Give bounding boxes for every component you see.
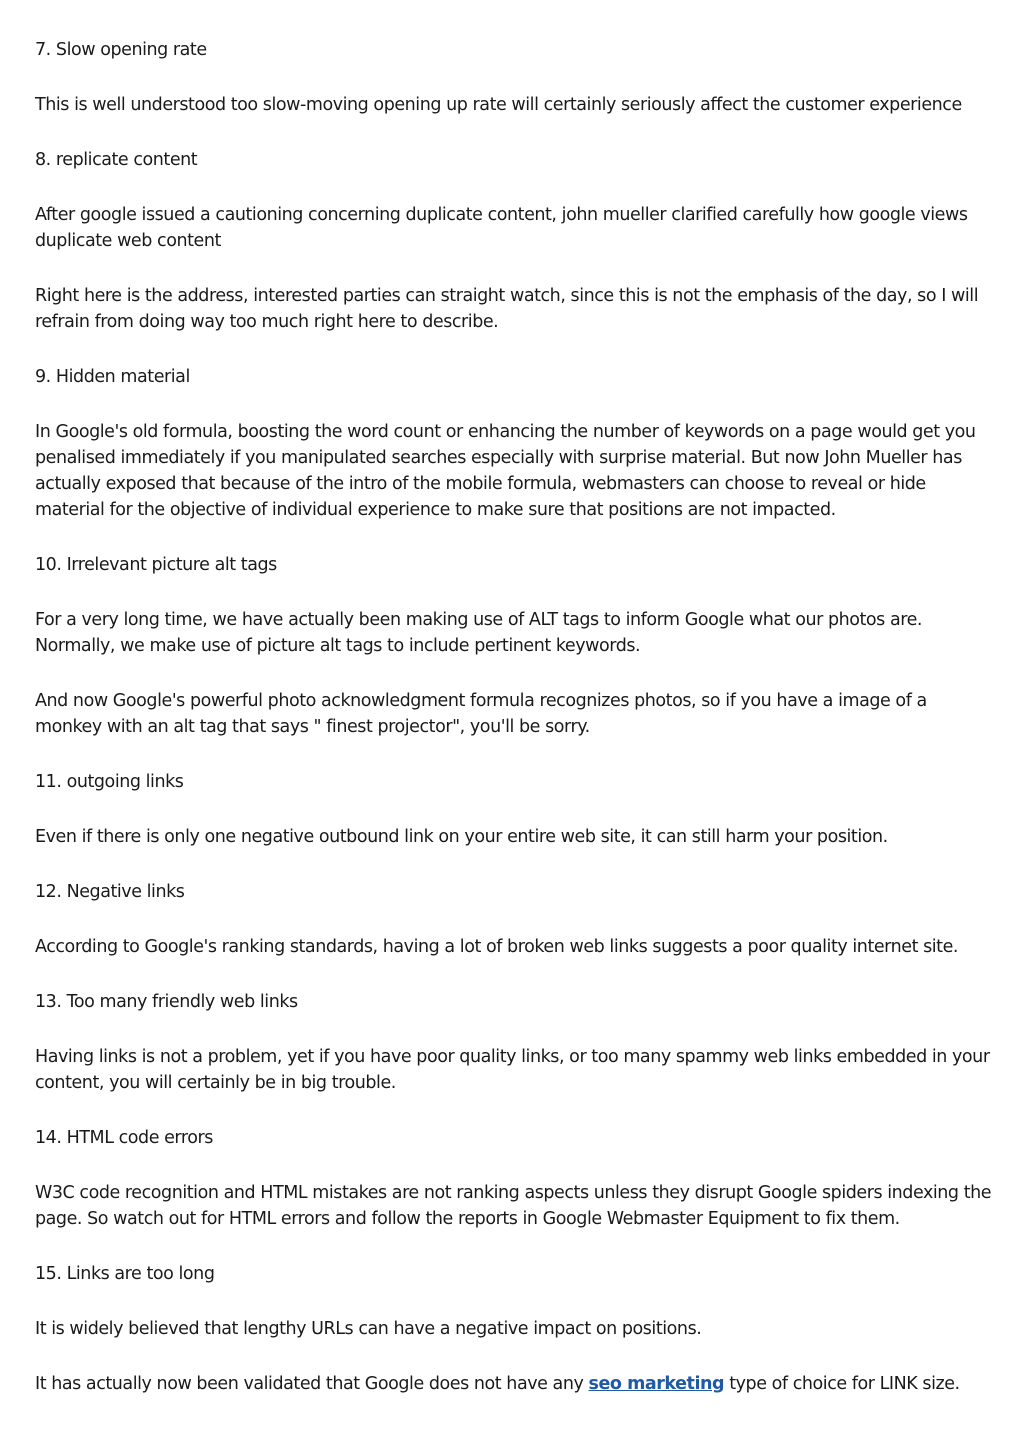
paragraph-lengthy-urls: It is widely believed that lengthy URLs can have a negative impact on positions. <box>35 1319 702 1339</box>
heading-links-too-long: 15. Links are too long <box>35 1264 215 1284</box>
heading-replicate-content: 8. replicate content <box>35 150 198 170</box>
paragraph-outgoing-links: Even if there is only one negative outbound link on your entire web site, it can still harm your position. <box>35 827 888 847</box>
paragraph-alt-tags-history: For a very long time, we have actually been making use of ALT tags to inform Google what our photos are. Normally, we make use of picture alt tags to include pertinent keywords. <box>35 610 923 656</box>
seo-marketing-link[interactable]: seo marketing <box>588 1374 725 1394</box>
heading-irrelevant-alt-tags: 10. Irrelevant picture alt tags <box>35 555 277 575</box>
paragraph-hidden-material: In Google's old formula, boosting the word count or enhancing the number of keywords on a page would get you penalised immediately if you manipulated searches especially with surprise material. But now John Mueller has actually exposed that because of the intro of the mobile formula, webmasters can choose to reveal or hide material for the objective of individual experience to make sure that positions are not impacted. <box>35 422 976 520</box>
paragraph-html-errors: W3C code recognition and HTML mistakes are not ranking aspects unless they disrupt Google spiders indexing the page. So watch out for HTML errors and follow the reports in Google Webmaster Equipment to fix them. <box>35 1183 992 1229</box>
link-size-text-after: type of choice for LINK size. <box>724 1374 960 1394</box>
paragraph-slow-opening-rate: This is well understood too slow-moving opening up rate will certainly seriously affect the customer experience <box>35 95 962 115</box>
link-size-text-before: It has actually now been validated that Google does not have any <box>35 1374 589 1394</box>
paragraph-address-note: Right here is the address, interested parties can straight watch, since this is not the emphasis of the day, so I will refrain from doing way too much right here to describe. <box>35 286 979 332</box>
paragraph-friendly-links: Having links is not a problem, yet if you have poor quality links, or too many spammy web links embedded in your content, you will certainly be in big trouble. <box>35 1047 990 1093</box>
document-body <box>35 37 995 1426</box>
paragraph-duplicate-content: After google issued a cautioning concerning duplicate content, john mueller clarified carefully how google views duplicate web content <box>35 205 968 251</box>
paragraph-photo-recognition: And now Google's powerful photo acknowledgment formula recognizes photos, so if you have a image of a monkey with an alt tag that says " finest projector", you'll be sorry. <box>35 691 927 737</box>
heading-outgoing-links: 11. outgoing links <box>35 772 184 792</box>
heading-html-errors: 14. HTML code errors <box>35 1128 213 1148</box>
heading-slow-opening-rate: 7. Slow opening rate <box>35 40 207 60</box>
paragraph-link-size <box>35 1371 995 1397</box>
paragraph-negative-links: According to Google's ranking standards, having a lot of broken web links suggests a poor quality internet site. <box>35 937 959 957</box>
heading-negative-links: 12. Negative links <box>35 882 185 902</box>
heading-friendly-links: 13. Too many friendly web links <box>35 992 298 1012</box>
heading-hidden-material: 9. Hidden material <box>35 367 190 387</box>
